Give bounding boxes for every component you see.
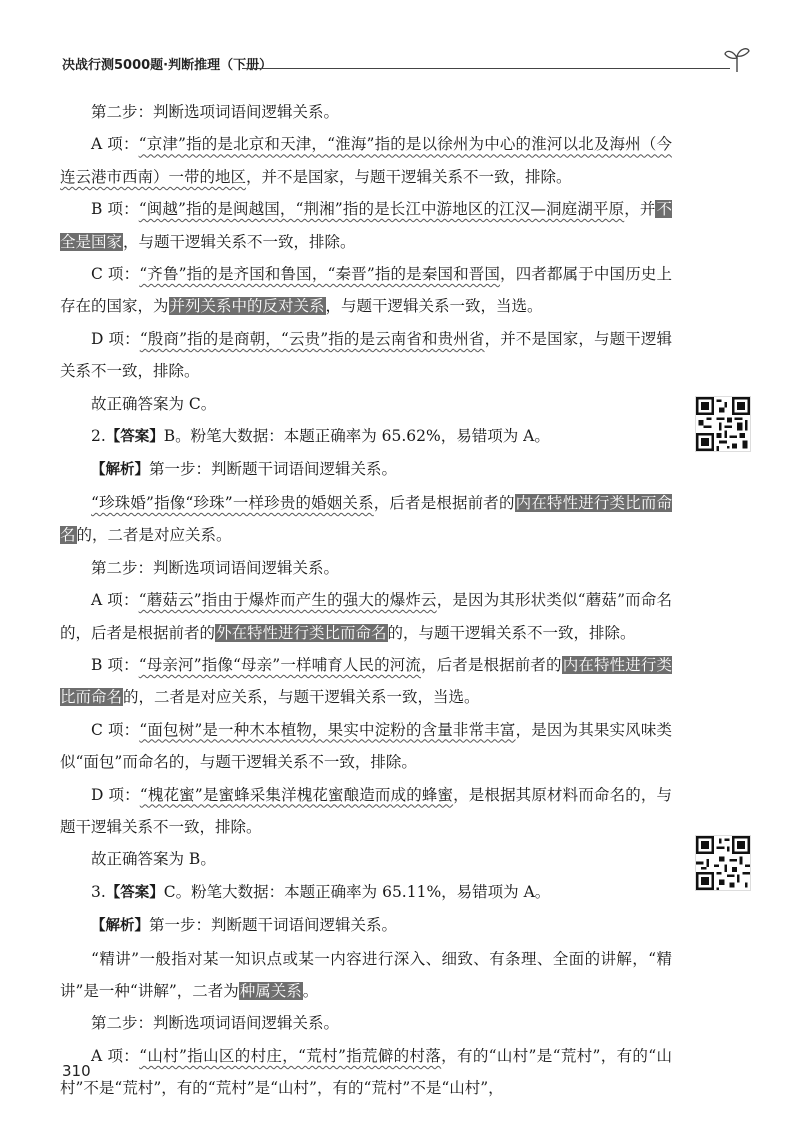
highlight: 内在特性进行类比而命名	[60, 493, 672, 545]
q2-stem: “珍珠婚”指像“珍珠”一样珍贵的婚姻关系，后者是根据前者的内在特性进行类比而命名的，二者是对应关系。	[60, 493, 672, 545]
q3-answer: 3.【答案】C。粉笔大数据：本题正确率为 65.11%，易错项为 A。	[91, 882, 551, 901]
q3-stem: “精讲”一般指对某一知识点或某一内容进行深入、细致、有条理、全面的讲解，“精讲”是一种“讲解”，二者为种属关系。	[60, 949, 672, 1000]
highlight: 种属关系	[239, 981, 302, 1000]
q2-analysis: 【解析】第一步：判断题干词语间逻辑关系。	[91, 460, 398, 479]
q1-option-b: B 项：“闽越”指的是闽越国，“荆湘”指的是长江中游地区的江汉—洞庭湖平原，并不全是国家，与题干逻辑关系不一致，排除。	[60, 200, 672, 251]
q2-step2: 第二步：判断选项词语间逻辑关系。	[91, 558, 340, 577]
q1-option-c: C 项：“齐鲁”指的是齐国和鲁国，“秦晋”指的是秦国和晋国，四者都属于中国历史上存在的国家，为并列关系中的反对关系，与题干逻辑关系一致，当选。	[60, 265, 672, 316]
sprout-icon	[722, 44, 752, 74]
q1-option-a: A 项：“京津”指的是北京和天津，“淮海”指的是以徐州为中心的淮河以北及海州（今连云港市西南）一带的地区，并不是国家，与题干逻辑关系不一致，排除。	[60, 135, 672, 186]
book-title: 决战行测5000题·判断推理（下册）	[62, 56, 280, 76]
highlight: 不全是国家	[60, 200, 672, 251]
highlight: 内在特性进行类比而命名	[60, 655, 672, 707]
q3-step2: 第二步：判断选项词语间逻辑关系。	[91, 1014, 340, 1033]
highlight: 外在特性进行类比而命名	[216, 623, 387, 642]
q1-option-d: D 项：“殷商”指的是商朝，“云贵”指的是云南省和贵州省，并不是国家，与题干逻辑关系不一致，排除。	[60, 329, 672, 381]
qr-code-icon[interactable]	[695, 396, 751, 452]
q2-answer: 2.【答案】B。粉笔大数据：本题正确率为 65.62%，易错项为 A。	[91, 427, 550, 446]
q1-conclusion: 故正确答案为 C。	[91, 394, 217, 413]
page-number: 310	[62, 1062, 91, 1080]
running-header	[62, 56, 752, 80]
header-rule	[242, 68, 730, 69]
qr-code-icon[interactable]	[695, 835, 751, 891]
q2-option-d: D 项：“槐花蜜”是蜜蜂采集洋槐花蜜酿造而成的蜂蜜，是根据其原材料而命名的，与题干逻辑关系不一致，排除。	[60, 785, 672, 836]
q2-option-c: C 项：“面包树”是一种木本植物，果实中淀粉的含量非常丰富，是因为其果实风味类似“面包”而命名的，与题干逻辑关系不一致，排除。	[60, 720, 672, 772]
q2-conclusion: 故正确答案为 B。	[91, 850, 216, 869]
q3-option-a: A 项：“山村”指山区的村庄，“荒村”指荒僻的村落，有的“山村”是“荒村”，有的“山村”不是“荒村”，有的“荒村”是“山村”，有的“荒村”不是“山村”，	[60, 1046, 673, 1098]
q1-step2: 第二步：判断选项词语间逻辑关系。	[91, 103, 340, 121]
answer-explanations	[60, 96, 672, 1105]
q3-analysis: 【解析】第一步：判断题干词语间逻辑关系。	[91, 916, 398, 935]
q2-option-b: B 项：“母亲河”指像“母亲”一样哺育人民的河流，后者是根据前者的内在特性进行类比而命名的，二者是对应关系，与题干逻辑关系一致，当选。	[60, 655, 672, 707]
q2-option-a: A 项：“蘑菇云”指由于爆炸而产生的强大的爆炸云，是因为其形状类似“蘑菇”而命名的，后者是根据前者的外在特性进行类比而命名的，与题干逻辑关系不一致，排除。	[60, 591, 672, 642]
highlight: 并列关系中的反对关系	[169, 297, 325, 316]
